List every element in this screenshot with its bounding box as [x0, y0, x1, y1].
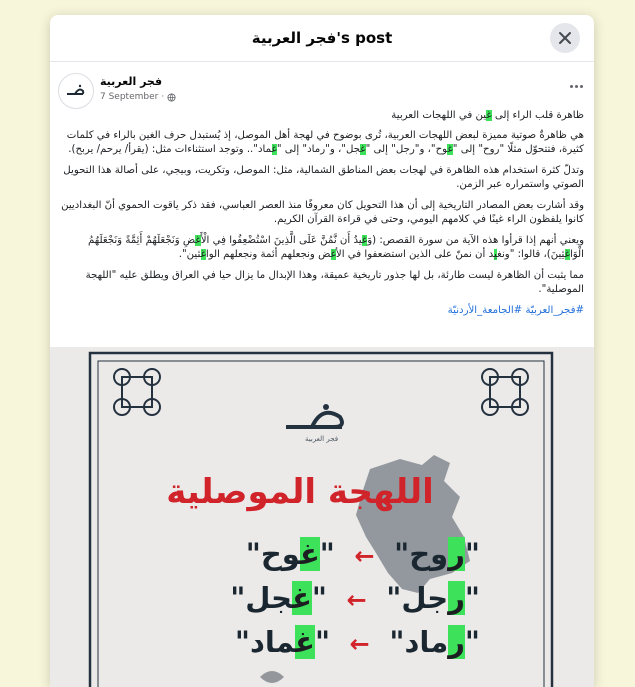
post-image[interactable]: [50, 347, 594, 687]
more-options-button[interactable]: [566, 79, 586, 93]
leaf-ornament: [260, 671, 284, 683]
brand-logo-icon: [286, 404, 342, 427]
word-pair-row: [220, 537, 480, 571]
dot: [570, 85, 573, 88]
close-icon: [558, 31, 572, 45]
meta-separator: ·: [161, 92, 165, 102]
hashtags-link[interactable]: #فجر_العربيّة #الجامعة_الأردنيّة: [447, 304, 584, 316]
post-paragraph-3: وقد أشارت بعض المصادر التاريخية إلى أن هذا التحويل كان معروفًا منذ العصر العباسي، فقد ذكر ياقوت الحموي أنّ البغداديين كانوا يلفظون الراء غينًا في كلامهم اليومي، وحتى في قراءة القرآن الكريم.: [61, 199, 584, 225]
dot: [580, 85, 583, 88]
post-paragraph-4: ويعني أنهم إذا قرأوا هذه الآية من سورة القصص: (وَغيدُ أَن نَّمُنَّ عَلَى الَّذِينَ اسْتُضْعِفُوا فِي الْأَغضِ وَنَجْعَلَهُمْ أَئِمَّةً وَنَجْعَلَهُمُ الْوَاغثِينَ)، قالوا: "ونغيد أن نمنّ على الذين استضعفوا في الأغض ونجعلهم أئمة ونجعلهم الواغثين".: [88, 234, 584, 260]
arrow-icon: ←: [354, 542, 375, 570]
post-date[interactable]: 7 September: [100, 92, 159, 102]
word-original: "رماد": [389, 625, 480, 659]
word-original: "روح": [394, 537, 480, 571]
post-paragraph-1: هي ظاهرةٌ صوتية مميزة لبعض اللهجات العربية، تُرى بوضوح في لهجة أهل الموصل، إذ يُستبدل حرف الغين بالراء في كلمات كثيرة، فتتحوّل مثلًا "روح" إلى "غوح"، و"رجل" إلى "غجل"، و"رماد" إلى "غماد".. وتوجد استثناءات مثل: (يقرأ/ يرحم/ يربح).: [66, 129, 584, 155]
arrow-icon: ←: [346, 586, 367, 614]
word-original: "رجل": [386, 581, 480, 615]
word-dialect: "غجل": [230, 581, 328, 615]
globe-icon: [167, 93, 176, 102]
post-paragraph-5: مما يثبت أن الظاهرة ليست طارئة، بل لها جذور تاريخية عميقة، وهذا الإبدال ما يزال حيا في العراق ويطلق عليه "اللهجة الموصلية".: [85, 269, 584, 295]
word-dialect: "غوح": [245, 537, 335, 571]
post-header: [58, 73, 586, 109]
word-pair-row: [220, 581, 480, 615]
word-pair-row: [220, 625, 480, 659]
post-body: [60, 109, 584, 324]
close-button[interactable]: [550, 23, 580, 53]
word-dialect: "غماد": [234, 625, 331, 659]
arrow-icon: ←: [349, 630, 370, 658]
right-corner-knot: [482, 369, 528, 415]
dialog-header: [50, 15, 594, 62]
post-dialog: [50, 15, 594, 687]
dialog-title: فجر العربية's post: [251, 29, 393, 47]
avatar[interactable]: [58, 73, 94, 109]
post-paragraph-2: وتدلّ كثرة استخدام هذه الظاهرة في لهجات بعض المناطق الشمالية، مثل: الموصل، وتكريت، وبيجي، على أصالة هذا التحويل الصوتي واستمراره عبر الزمن.: [63, 164, 584, 190]
image-logo-caption: فجر العربية: [305, 435, 339, 443]
page-name-link[interactable]: فجر العربية: [100, 75, 163, 88]
post-meta: [100, 92, 176, 102]
image-title: اللهجة الموصلية: [166, 472, 434, 512]
dot: [575, 85, 578, 88]
post-title-line: ظاهرة قلب الراء إلى غين في اللهجات العربية: [391, 110, 584, 121]
left-corner-knot: [114, 369, 160, 415]
page-logo-icon: [65, 83, 87, 99]
